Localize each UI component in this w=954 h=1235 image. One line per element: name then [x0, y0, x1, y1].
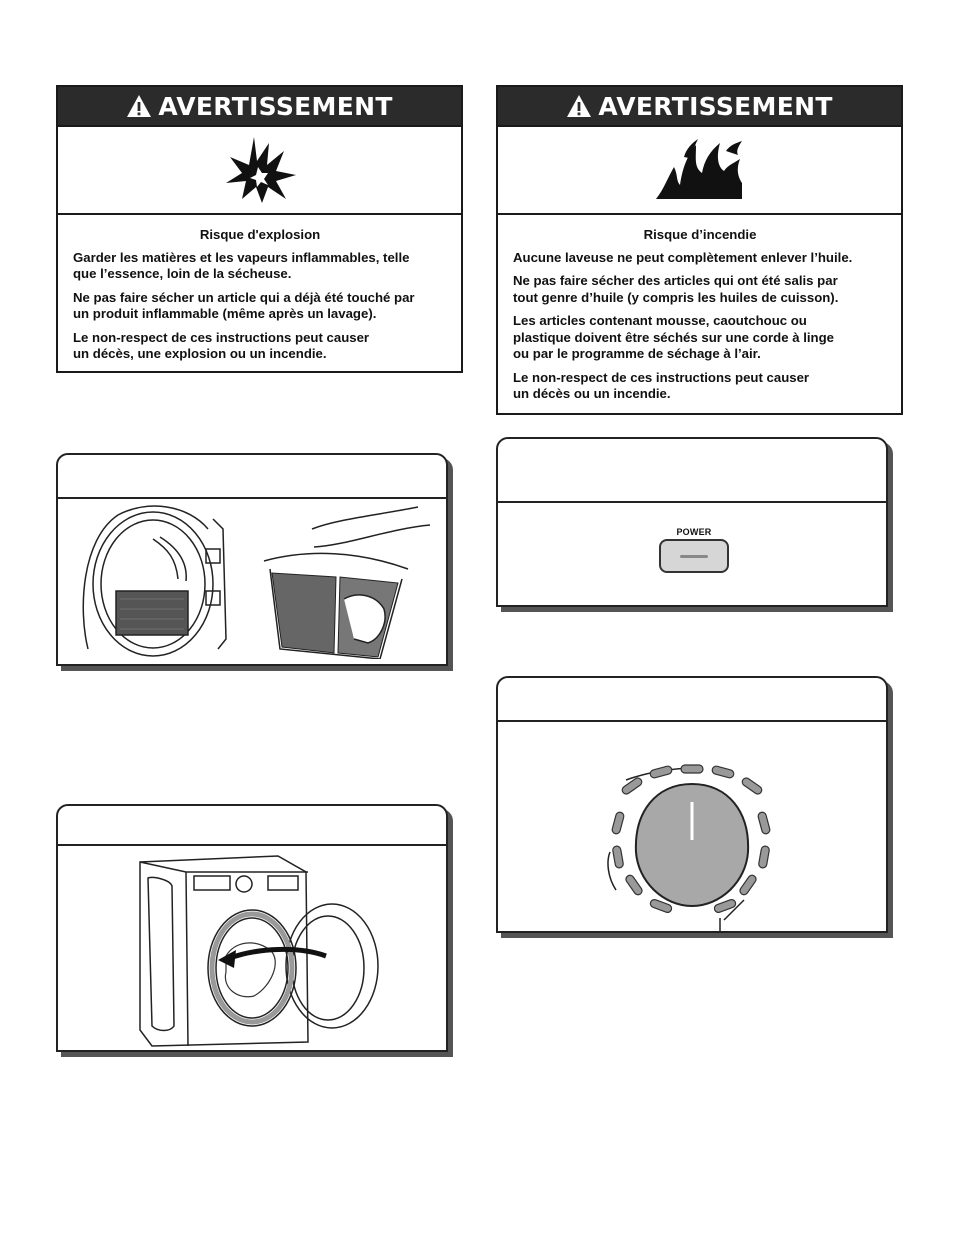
power-indicator: [680, 555, 708, 558]
warning-title: AVERTISSEMENT: [158, 91, 393, 121]
power-panel: [496, 437, 888, 607]
warning-line: Ne pas faire sécher un article qui a déjà été touché par un produit inflammable (même après un lavage).: [73, 289, 415, 321]
fire-icon: [654, 137, 746, 203]
warning-header: [498, 87, 901, 127]
warning-line: Aucune laveuse ne peut complètement enlever l’huile.: [513, 249, 853, 265]
lint-filter-illustration: [58, 499, 446, 659]
warning-triangle-icon: [126, 94, 152, 118]
cycle-knob-illustration: [498, 722, 886, 932]
cycle-knob-panel: [496, 676, 888, 933]
warning-box-explosion: [56, 85, 463, 373]
warning-box-fire: [496, 85, 903, 415]
lint-filter-panel: [56, 453, 448, 666]
warning-line: Les articles contenant mousse, caoutchouc ou plastique doivent être séchés sur une corde à linge ou par le programme de séchage à l’air.: [513, 313, 834, 361]
symbol-area: [58, 127, 461, 215]
warning-line: Le non-respect de ces instructions peut causer un décès ou un incendie.: [513, 369, 810, 401]
dryer-loading-illustration: [58, 846, 446, 1052]
power-label: POWER: [676, 527, 712, 537]
warning-line: Garder les matières et les vapeurs inflammables, telle que l’essence, loin de la sécheuse.: [73, 249, 410, 281]
explosion-icon: [224, 137, 296, 203]
warning-triangle-icon: [566, 94, 592, 118]
warning-header: [58, 87, 461, 127]
warning-subtitle: Risque d'explosion: [199, 227, 321, 242]
warning-line: Le non-respect de ces instructions peut causer un décès, une explosion ou un incendie.: [73, 329, 370, 361]
panel-header: [58, 806, 446, 846]
warning-body: [58, 215, 461, 378]
power-button[interactable]: [659, 539, 729, 573]
warning-body: [498, 215, 901, 418]
panel-header: [58, 455, 446, 499]
warning-line: Ne pas faire sécher des articles qui ont été salis par tout genre d’huile (y compris les huiles de cuisson).: [513, 273, 839, 305]
warning-subtitle: Risque d’incendie: [643, 227, 757, 242]
power-control: [658, 527, 730, 573]
warning-title: AVERTISSEMENT: [598, 91, 833, 121]
panel-header: [498, 439, 886, 503]
loading-panel: [56, 804, 448, 1052]
panel-header: [498, 678, 886, 722]
symbol-area: [498, 127, 901, 215]
